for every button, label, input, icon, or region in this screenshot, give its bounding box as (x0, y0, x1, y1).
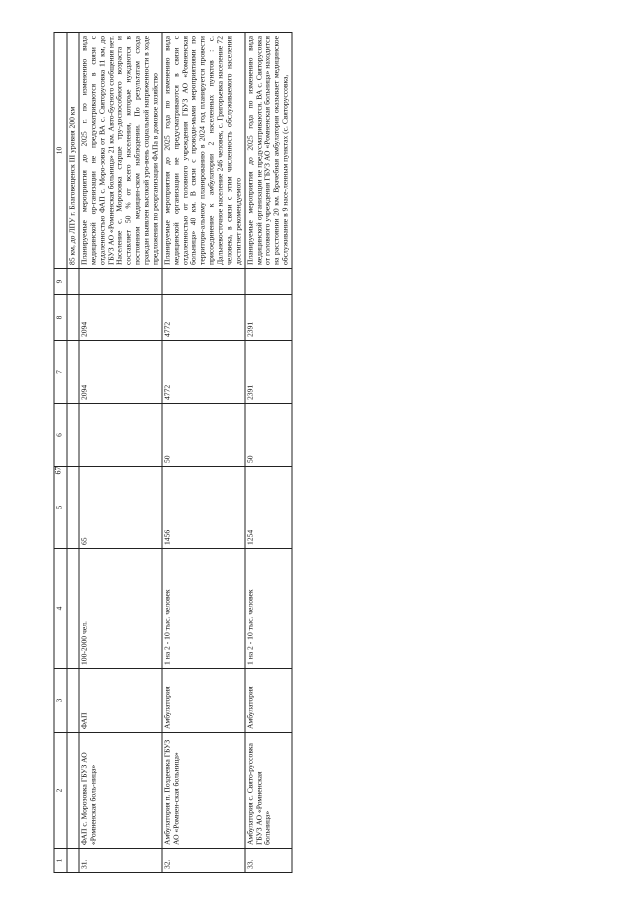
facility-name: ФАП с. Морозовка ГБУЗ АО «Ромненская боль-ница» (79, 733, 162, 849)
header-cell: 7 (54, 341, 67, 404)
population-norm: 1 на 2 - 10 тыс. человек (162, 549, 245, 669)
continuation-row (67, 33, 79, 873)
planned-measures-note: Планируемые мероприятия до 2025 г. по изменению вида медицинской ор-ганизации не предусматриваются в связи с отдаленностью ФАП с. Моро-зовка от ВА с. Святорусовка 11 км, до ГБУЗ АО «Ромненская больница» 21 км. Авто-бусного сообщения нет. Население с. Морозовка старше тру-доспособного возраста и составляет 50 % от всего населения, которые нуждаются в постоянном медицин-ском наблюдении. По результатам схода граждан выявлен высокий уро-вень социальной напряженности в ходе предложения по реорганизации ФАПа в домовое хозяйство (79, 33, 162, 269)
header-cell: 2 (54, 733, 67, 849)
header-cell: 8 (54, 295, 67, 341)
col8-value: 2094 (79, 295, 162, 341)
col5-value: 1254 (245, 467, 292, 549)
col6-value: 50 (245, 404, 292, 467)
col7-value: 2391 (245, 341, 292, 404)
header-cell: 1 (54, 849, 67, 873)
col9-value (79, 269, 162, 295)
header-cell: 10 (54, 33, 67, 269)
table-row (162, 33, 245, 873)
planned-measures-note: Планируемые мероприятия до 2025 года по изменению вида медицинской организации не предусматриваются. ВА с. Святорусовка от головного учреждения ГБУЗ АО «Ромненская больница» находится на расстоянии 20 км. Врачебная амбулатория оказывает медицинское обслуживание в 9 насе-ленным пунктах (с. Святоруссовка, (245, 33, 292, 269)
row-number: 31. (79, 849, 162, 873)
col7-value: 2094 (79, 341, 162, 404)
header-cell: 4 (54, 549, 67, 669)
col7-value: 4772 (162, 341, 245, 404)
col5-value: 65 (79, 467, 162, 549)
facility-name: Амбулатория с. Свято-руссовка ГБУЗ АО «Ромненская больница» (245, 733, 292, 849)
col9-value (162, 269, 245, 295)
facility-type: Амбулатория (245, 669, 292, 733)
facility-type: Амбулатория (162, 669, 245, 733)
planned-measures-note: Планируемые мероприятия до 2025 года по изменению вида медицинской организации не предусматриваются в связи с отдаленностью от головного учреждения ГБУЗ АО «Ромненская больница» 40 км. В связи с проводи-мыми мероприятиями по территори-альному планированию в 2024 год планируется провести присоединение к амбулатории 2 населенных пунктов : с. Дальневосточное население 246 человек, с. Григорьевка население 72 человека, в связи с этим численность обслуживаемого населения достигнет рекомендуемого (162, 33, 245, 269)
population-norm: 1 на 2 - 10 тыс. человек (245, 549, 292, 669)
population-norm: 100-2000 чел. (79, 549, 162, 669)
col8-value: 2391 (245, 295, 292, 341)
col6-value: 50 (162, 404, 245, 467)
header-row (54, 33, 67, 873)
row-number: 33. (245, 849, 292, 873)
row-number: 32. (162, 849, 245, 873)
col8-value: 4772 (162, 295, 245, 341)
header-cell: 3 (54, 669, 67, 733)
header-cell: 5 (54, 467, 67, 549)
col6-value (79, 404, 162, 467)
page-number: 67 (53, 466, 63, 475)
continuation-note: 85 км, до ЛПУ г. Благовещенск III уровня 200 км (67, 33, 79, 269)
header-cell: 9 (54, 269, 67, 295)
col9-value (245, 269, 292, 295)
rotated-table-container (54, 33, 587, 873)
facility-name: Амбулатория п. Поздеевка ГБУЗ АО «Ромнен-ская больница» (162, 733, 245, 849)
table-row (79, 33, 162, 873)
facility-type: ФАП (79, 669, 162, 733)
facilities-table (54, 32, 293, 873)
header-cell: 6 (54, 404, 67, 467)
col5-value: 1456 (162, 467, 245, 549)
table-row (245, 33, 292, 873)
